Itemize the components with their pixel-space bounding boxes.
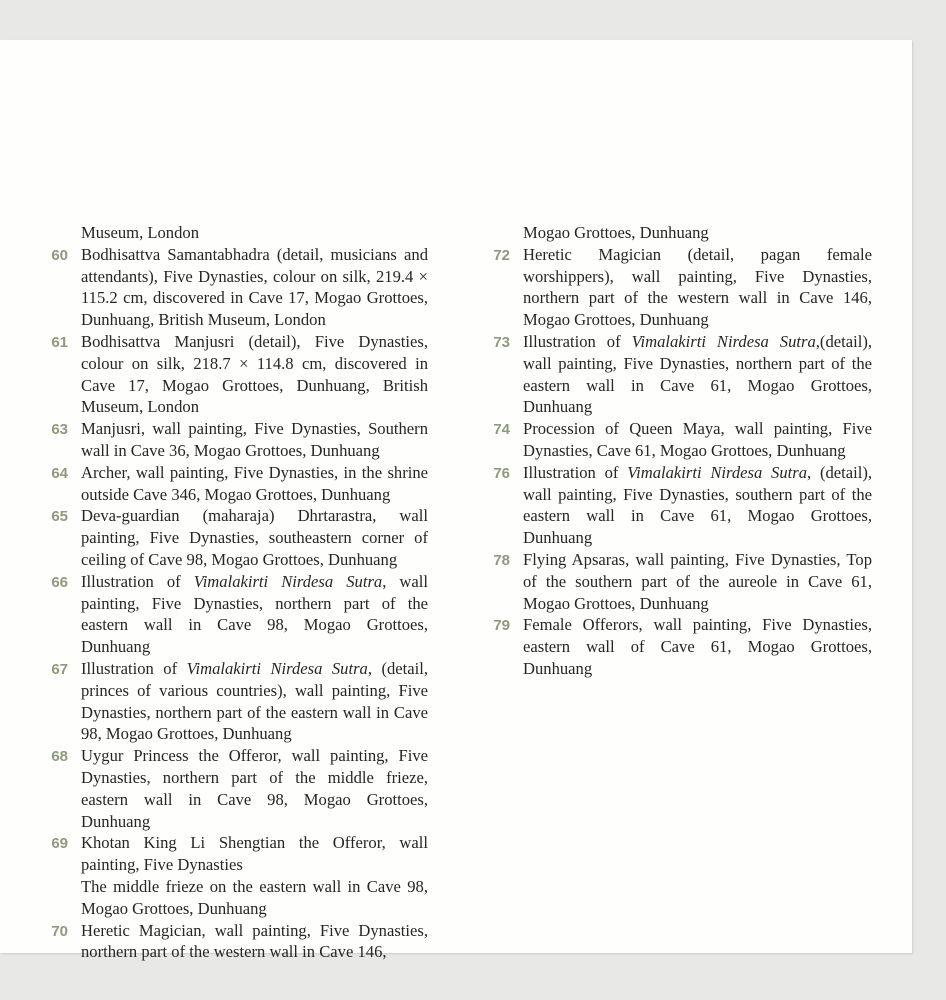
- caption-text-part: ,(detail), wall painting, Five Dynasties, northern part of the eastern wall in Cave 61, Mogao Grottoes, Dunhuang: [523, 331, 872, 417]
- plate-number: 73: [493, 333, 510, 351]
- sutra-title: Vimalakirti Nirdesa Sutra: [186, 658, 368, 678]
- caption-text: [81, 658, 428, 745]
- caption-column-left: [44, 222, 428, 963]
- caption-entry: [486, 549, 872, 614]
- plate-number: 61: [51, 333, 68, 351]
- caption-text-part: , wall painting, Five Dynasties, northern part of the eastern wall in Cave 98, Mogao Grottoes, Dunhuang: [81, 571, 428, 657]
- caption-text: Heretic Magician, wall painting, Five Dynasties, northern part of the western wall in Cave 146,: [81, 920, 428, 962]
- caption-text: Female Offerors, wall painting, Five Dynasties, eastern wall of Cave 61, Mogao Grottoes, Dunhuang: [523, 615, 872, 678]
- caption-entry: [486, 331, 872, 418]
- plate-number: 76: [493, 464, 510, 482]
- caption-text: Bodhisattva Manjusri (detail), Five Dynasties, colour on silk, 218.7 × 114.8 cm, discovered in Cave 17, Mogao Grottoes, Dunhuang, British Museum, London: [81, 331, 428, 417]
- caption-text: [81, 571, 428, 658]
- caption-text: Museum, London: [81, 223, 199, 242]
- plate-number: 64: [51, 464, 68, 482]
- caption-entry: [44, 418, 428, 462]
- caption-entry: [486, 462, 872, 549]
- caption-entry: [486, 418, 872, 462]
- plate-number: 66: [51, 573, 68, 591]
- caption-entry: [44, 876, 428, 920]
- caption-text-part: , (detail), wall painting, Five Dynasties, southern part of the eastern wall in Cave 61, Mogao Grottoes, Dunhuang: [523, 462, 872, 548]
- caption-entry: [44, 222, 428, 244]
- caption-text-part: Illustration of: [523, 462, 628, 482]
- sutra-title: Vimalakirti Nirdesa Sutra: [631, 331, 816, 351]
- caption-text: [523, 331, 872, 418]
- plate-number: 67: [51, 660, 68, 678]
- caption-entry: [486, 222, 872, 244]
- caption-entry: [44, 571, 428, 658]
- caption-text: Uygur Princess the Offeror, wall painting, Five Dynasties, northern part of the middle frieze, eastern wall in Cave 98, Mogao Grottoes, Dunhuang: [81, 746, 428, 831]
- plate-number: 69: [51, 835, 68, 853]
- caption-entry: [44, 505, 428, 570]
- plate-number: 78: [493, 551, 510, 569]
- sutra-title: Vimalakirti Nirdesa Sutra: [193, 571, 383, 591]
- caption-entry: [44, 244, 428, 331]
- plate-number: 68: [51, 748, 68, 766]
- caption-column-right: [486, 222, 872, 680]
- caption-entry: [44, 658, 428, 745]
- caption-text: Bodhisattva Samantabhadra (detail, musicians and attendants), Five Dynasties, colour on silk, 219.4 × 115.2 cm, discovered in Cave 17, Mogao Grottoes, Dunhuang, British Museum, London: [81, 244, 428, 330]
- caption-text: Archer, wall painting, Five Dynasties, in the shrine outside Cave 346, Mogao Grottoes, Dunhuang: [81, 462, 428, 504]
- plate-number: 65: [51, 508, 68, 526]
- sutra-title: Vimalakirti Nirdesa Sutra: [627, 462, 808, 482]
- caption-text: Procession of Queen Maya, wall painting, Five Dynasties, Cave 61, Mogao Grottoes, Dunhuang: [523, 419, 872, 460]
- caption-text: [523, 462, 872, 549]
- caption-entry: [44, 920, 428, 964]
- plate-number: 70: [51, 922, 68, 940]
- caption-text: Deva-guardian (maharaja) Dhrtarastra, wall painting, Five Dynasties, southeastern corner of ceiling of Cave 98, Mogao Grottoes, Dunhuang: [81, 506, 428, 569]
- caption-text: Manjusri, wall painting, Five Dynasties, Southern wall in Cave 36, Mogao Grottoes, Dunhuang: [81, 419, 428, 460]
- caption-text-part: Illustration of: [81, 571, 194, 591]
- caption-text-part: , (detail, princes of various countries), wall painting, Five Dynasties, northern part of the eastern wall in Cave 98, Mogao Grottoes, Dunhuang: [81, 658, 428, 744]
- caption-entry: [44, 462, 428, 506]
- caption-entry: [486, 614, 872, 679]
- plate-number: 79: [493, 617, 510, 635]
- caption-entry: [44, 745, 428, 832]
- caption-text: Khotan King Li Shengtian the Offeror, wall painting, Five Dynasties: [81, 833, 428, 875]
- plate-number: 74: [493, 421, 510, 439]
- caption-entry: [44, 331, 428, 418]
- plate-number: 63: [51, 421, 68, 439]
- caption-text-part: Illustration of: [81, 658, 187, 678]
- book-page: [0, 40, 912, 962]
- caption-text-part: Illustration of: [523, 331, 632, 351]
- caption-entry: [44, 832, 428, 876]
- plate-number: 60: [51, 246, 68, 264]
- caption-text: Mogao Grottoes, Dunhuang: [523, 223, 709, 242]
- caption-entry: [486, 244, 872, 331]
- plate-number: 72: [493, 246, 510, 264]
- caption-text: Flying Apsaras, wall painting, Five Dynasties, Top of the southern part of the aureole in Cave 61, Mogao Grottoes, Dunhuang: [523, 549, 872, 613]
- caption-text: Heretic Magician (detail, pagan female worshippers), wall painting, Five Dynasties, northern part of the western wall in Cave 146, Mogao Grottoes, Dunhuang: [523, 244, 872, 330]
- caption-text: The middle frieze on the eastern wall in Cave 98, Mogao Grottoes, Dunhuang: [81, 876, 428, 918]
